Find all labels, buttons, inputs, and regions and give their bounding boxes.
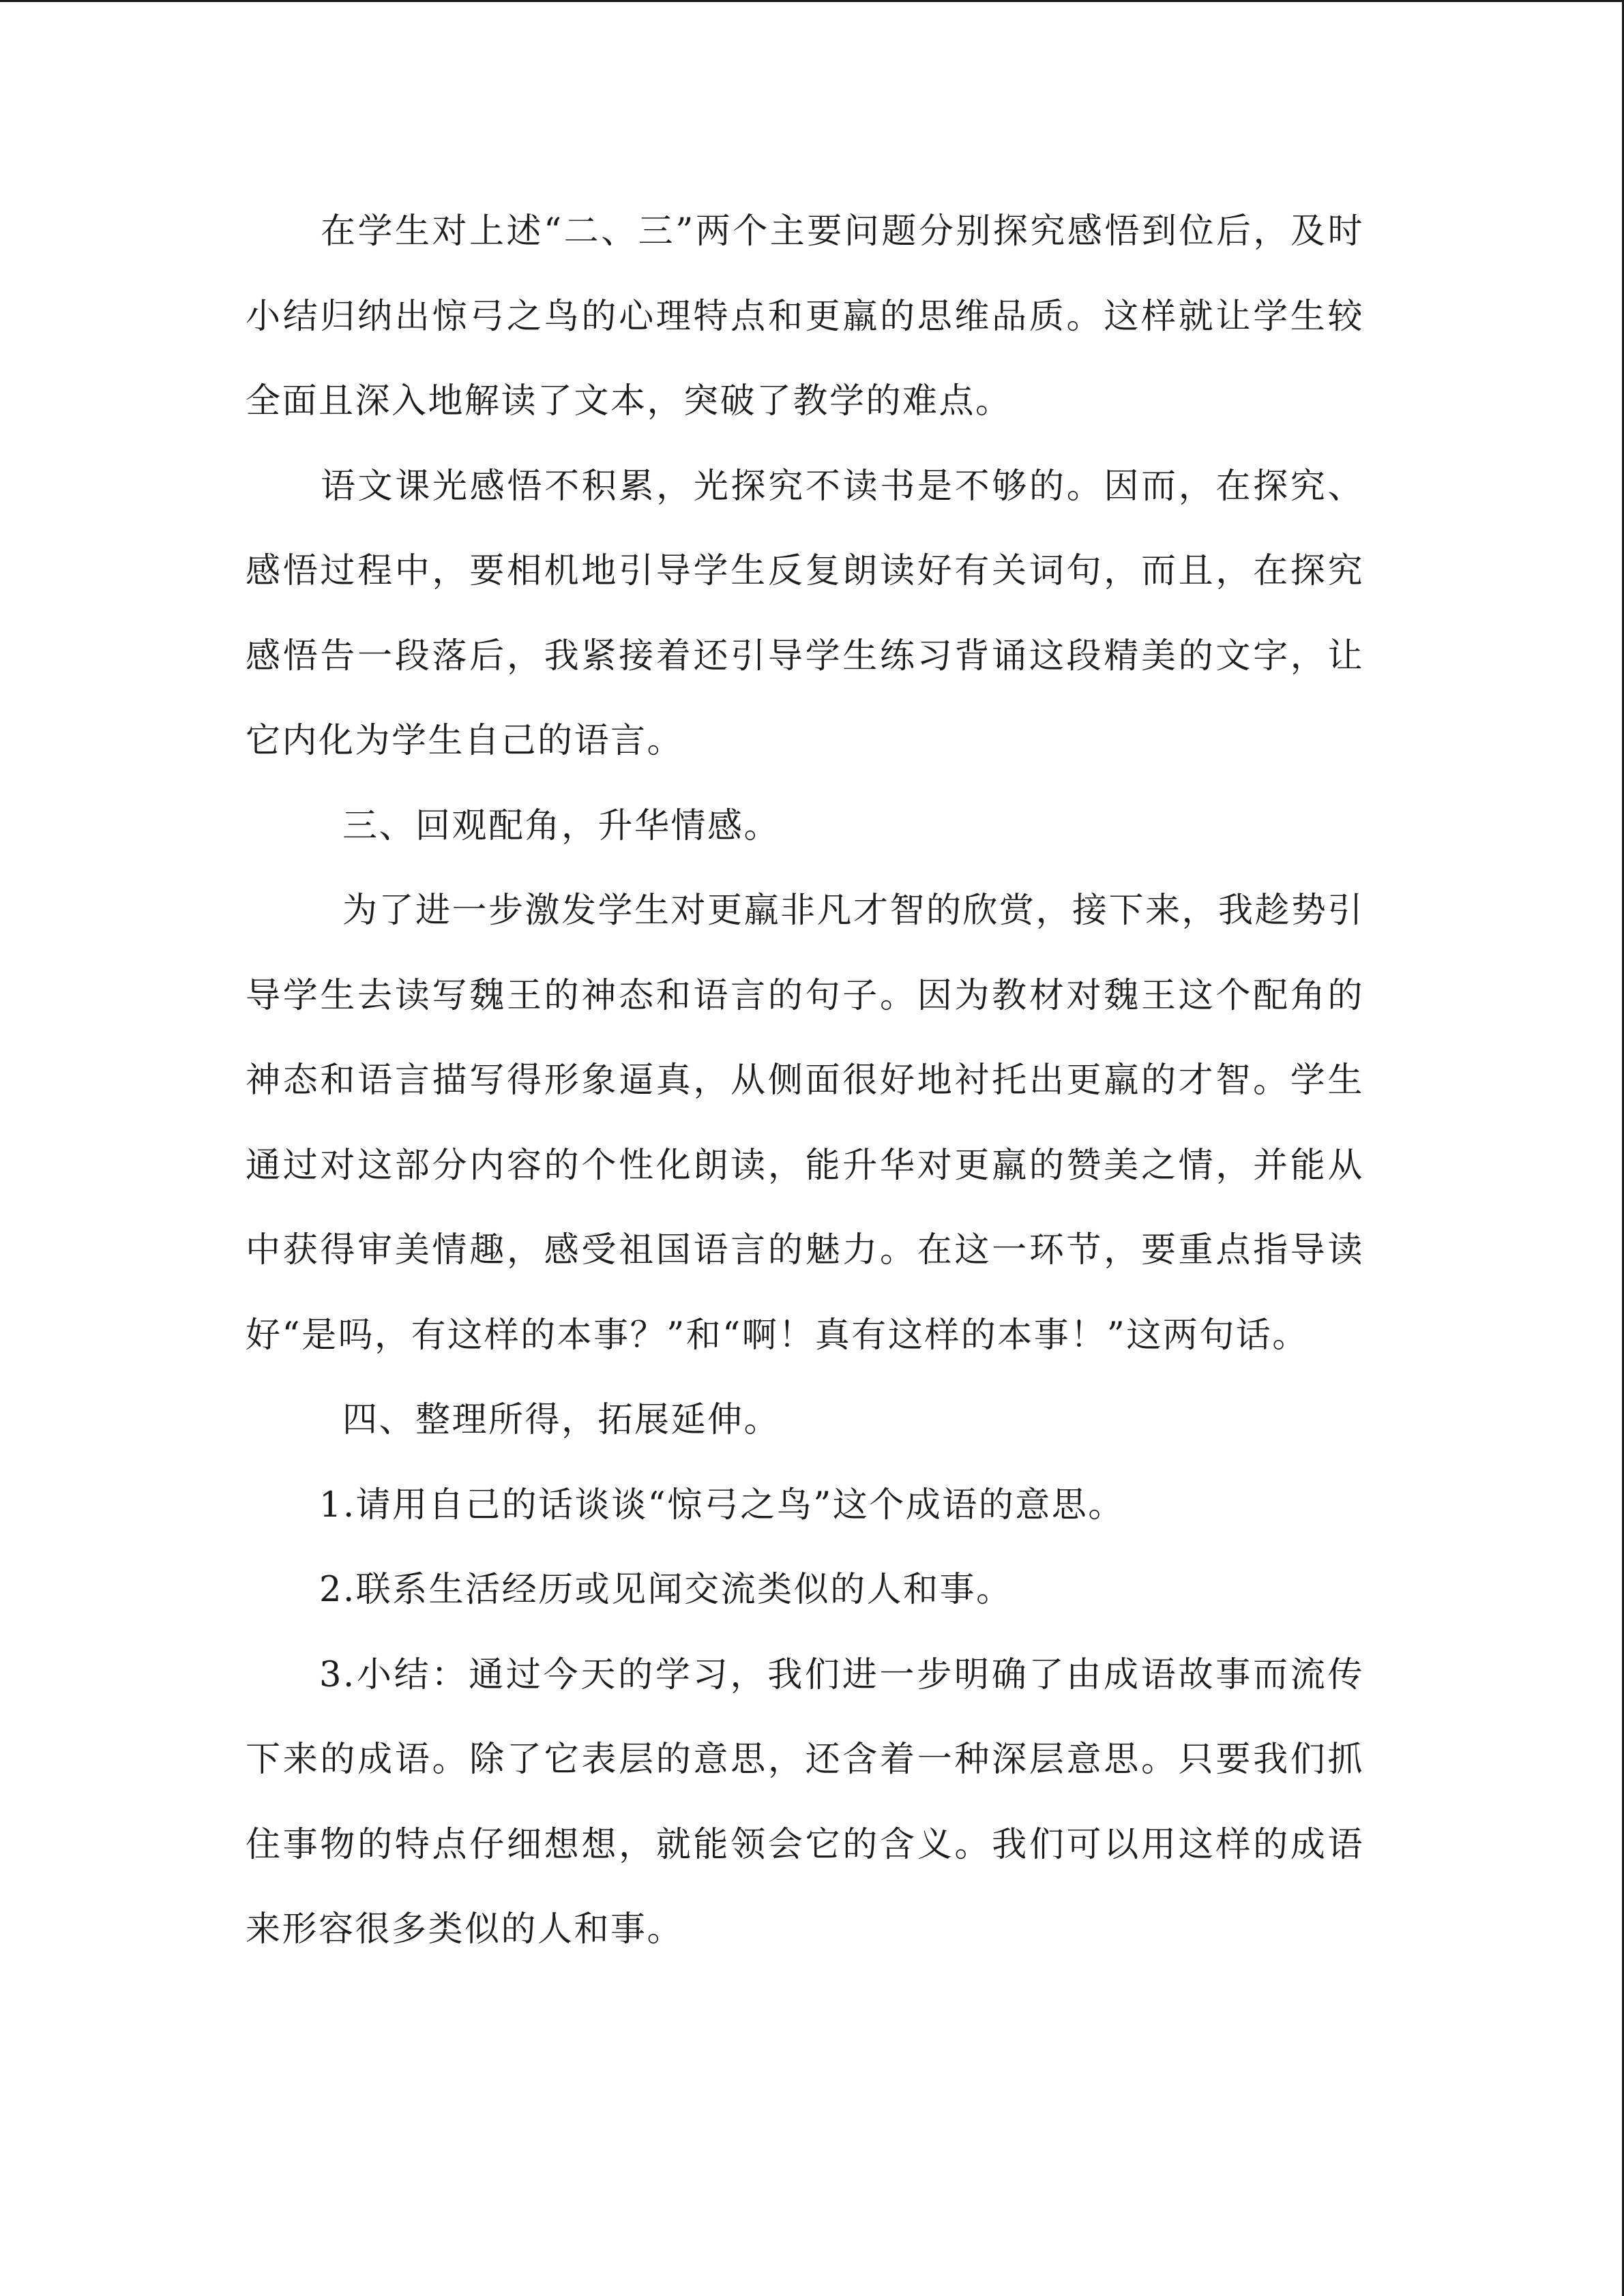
list-item-1: 1.请用自己的话谈谈“惊弓之鸟”这个成语的意思。 — [319, 1485, 1125, 1525]
section-heading-4: 四、整理所得，拓展延伸。 — [342, 1400, 781, 1440]
section-heading-3: 三、回观配角，升华情感。 — [342, 805, 781, 846]
paragraph-supporting-role: 为了进一步激发学生对更羸非凡才智的欣赏，接下来，我趁势引导学生去读写魏王的神态和语言的句子。因为教材对魏王这个配角的神态和语言描写得形象逼真，从侧面很好地衬托出更羸的才智。学生通过对这部分内容的个性化朗读，能升华对更羸的赞美之情，并能从中获得审美情趣，感受祖国语言的魅力。在这一环节，要重点指导读好“是吗，有这样的本事？”和“啊！真有这样的本事！”这两句话。 — [246, 891, 1365, 1356]
document-body — [246, 190, 1364, 1973]
paragraph-summary: 在学生对上述“二、三”两个主要问题分别探究感悟到位后，及时小结归纳出惊弓之鸟的心理特点和更羸的思维品质。这样就让学生较全面且深入地解读了文本，突破了教学的难点。 — [246, 211, 1364, 421]
list-item-2: 2.联系生活经历或见闻交流类似的人和事。 — [319, 1570, 1013, 1610]
list-item-3: 3.小结：通过今天的学习，我们进一步明确了由成语故事而流传下来的成语。除了它表层的意思，还含着一种深层意思。只要我们抓住事物的特点仔细想想，就能领会它的含义。我们可以用这样的成语来形容很多类似的人和事。 — [246, 1654, 1364, 1950]
paragraph-reading-practice: 语文课光感悟不积累，光探究不读书是不够的。因而，在探究、感悟过程中，要相机地引导学生反复朗读好有关词句，而且，在探究感悟告一段落后，我紧接着还引导学生练习背诵这段精美的文字，让它内化为学生自己的语言。 — [246, 466, 1364, 761]
